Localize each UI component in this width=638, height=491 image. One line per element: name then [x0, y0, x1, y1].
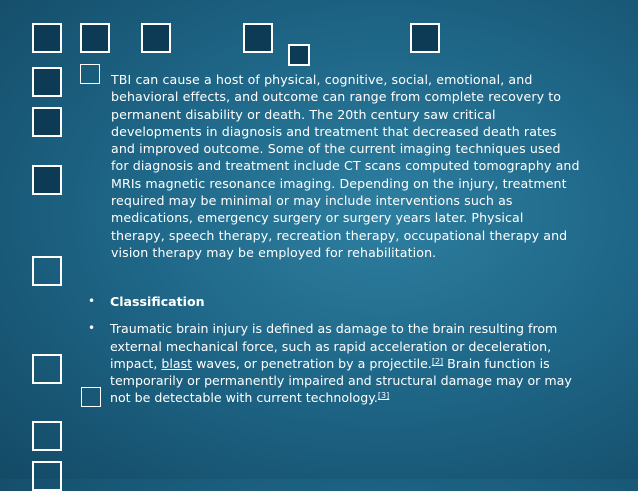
decorative-square [410, 23, 440, 53]
body-paragraph: TBI can cause a host of physical, cognitive, social, emotional, and behavioral effects, and outcome can range from complete recovery to permanent disability or death. The 20th century saw critical developments in diagnosis and treatment that decreased death rates and improved outcome. Some of the current imaging techniques used for diagnosis and treatment include CT scans computed tomography and MRIs magnetic resonance imaging. Depending on the injury, treatment required may be minimal or may include interventions such as medications, emergency surgery or surgery years later. Physical therapy, speech therapy, recreation therapy, occupational therapy and vision therapy may be employed for rehabilitation. [111, 72, 580, 260]
decorative-square [32, 165, 62, 195]
decorative-square [32, 23, 62, 53]
definition-text-part: waves, or penetration by a projectile. [192, 355, 432, 371]
classification-heading: Classification [110, 294, 205, 309]
citation-link-3[interactable]: [3] [377, 391, 390, 401]
citation-ref [378, 391, 389, 400]
decorative-square [80, 23, 110, 53]
list-item [88, 320, 588, 406]
decorative-square [32, 256, 62, 286]
definition-text-part: Traumatic brain injury is defined as damage to the brain resulting from external mechanical force, such as rapid acceleration or deceleration, impact, [110, 321, 558, 371]
decorative-square [80, 64, 100, 84]
decorative-square [243, 23, 273, 53]
bullet-marker: • [88, 321, 96, 336]
definition-text [110, 321, 572, 405]
definition-text-part: Brain function is temporarily or permanently impaired and structural damage may or may not be detectable with current technology. [110, 355, 572, 406]
decorative-square [32, 354, 62, 384]
citation-ref [432, 357, 443, 366]
decorative-square [32, 421, 62, 451]
decorative-square [32, 107, 62, 137]
bullet-list [88, 293, 588, 417]
citation-link-2[interactable]: [2] [431, 356, 444, 366]
list-item [88, 293, 588, 310]
bullet-marker: • [88, 294, 96, 308]
decorative-square [141, 23, 171, 53]
decorative-square [288, 44, 310, 66]
blast-link[interactable]: blast [161, 355, 193, 371]
decorative-square [32, 67, 62, 97]
decorative-square [32, 461, 62, 491]
